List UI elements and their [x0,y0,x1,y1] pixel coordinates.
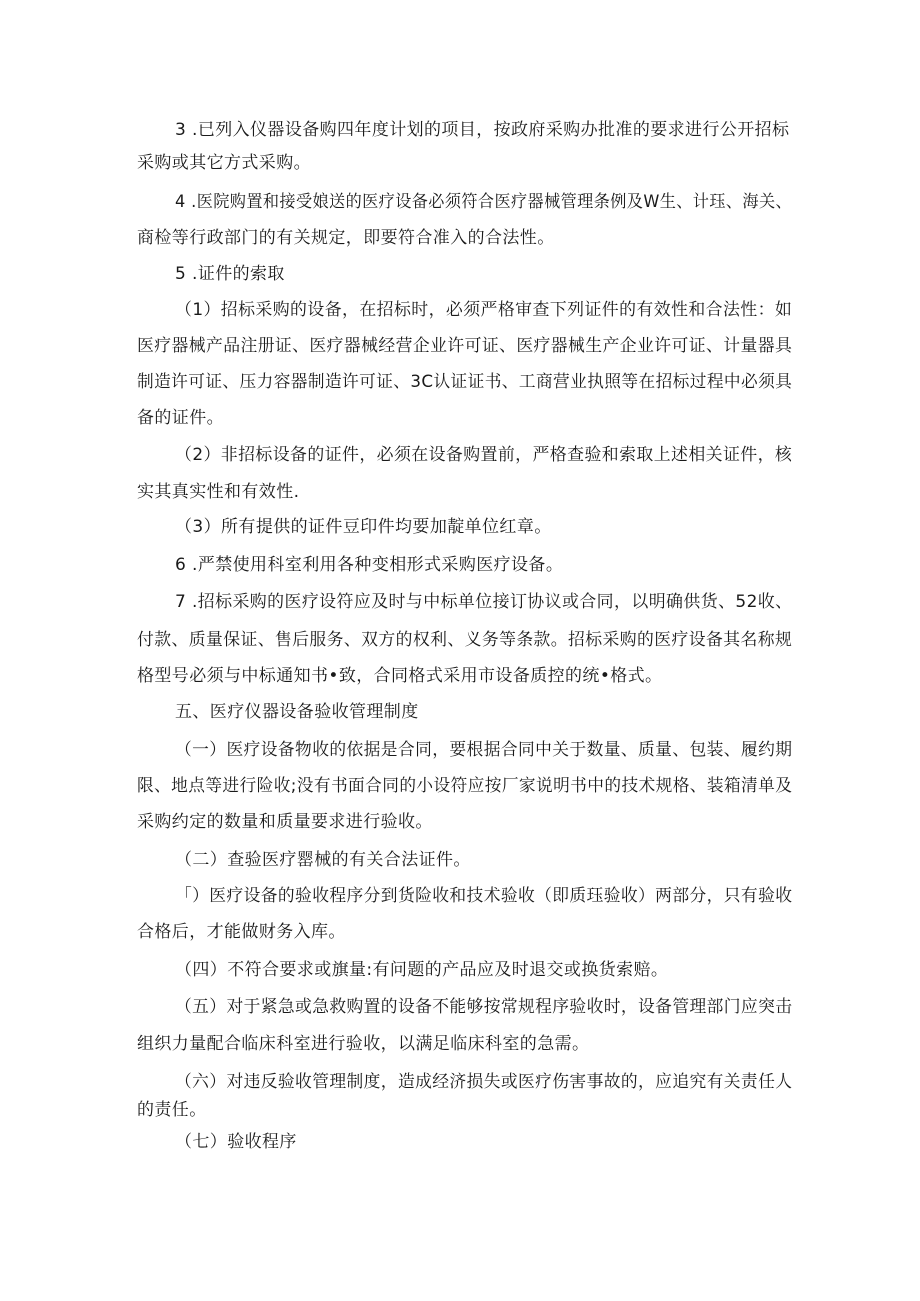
paragraph-line: 采购约定的数量和质量要求进行验收。 [137,812,433,832]
paragraph-line: 4 .医院购置和接受娘送的医疗设备必须符合医疗器械管理条例及W生、计珏、海关、 [175,192,793,212]
paragraph-line: 3 .已列入仪器设备购四年度计划的项目，按政府采购办批准的要求进行公开招标 [175,120,790,140]
paragraph-line: 限、地点等进行险收;没有书面合同的小设符应按厂家说明书中的技术规格、装箱清单及 [137,776,793,796]
paragraph-line: 「）医疗设备的验收程序分到货险收和技术验收（即质珏验收）两部分，只有验收 [175,886,793,906]
paragraph-line: 商检等行政部门的有关规定，即要符合准入的合法性。 [137,228,555,248]
paragraph-line: 付款、质量保证、售后服务、双方的权利、义务等条款。招标采购的医疗设备其名称规 [137,630,793,650]
section-heading-text: 五、医疗仪器设备验收管理制度 [175,702,419,722]
paragraph-line: 实其真实性和有效性. [137,482,300,502]
paragraph-line: 合格后，才能做财务入库。 [137,922,346,942]
paragraph-line: 制造许可证、压力容器制造许可证、3C认证证书、工商营业执照等在招标过程中必须具 [137,372,793,392]
paragraph-line: （七）验收程序 [175,1132,297,1152]
paragraph-line: （2）非招标设备的证件，必须在设备购置前，严格查验和索取上述相关证件，核 [175,445,793,465]
paragraph-line: （3）所有提供的证件豆印件均要加靛单位红章。 [175,517,552,537]
paragraph-line: （一）医疗设备物收的依据是合同，要根据合同中关于数量、质量、包装、履约期 [175,740,793,760]
paragraph-line: （1）招标采购的设备，在招标时，必须严格审查下列证件的有效性和合法性：如 [175,300,793,320]
paragraph-line: 的责任。 [137,1100,207,1120]
paragraph-line: 医疗器械产品注册证、医疗器械经营企业许可证、医疗器械生产企业许可证、计量器具 [137,336,793,356]
paragraph-line: 7 .招标采购的医疗设符应及时与中标单位接订协议或合同，以明确供货、52收、 [175,592,793,612]
paragraph-line: 格型号必须与中标通知书•致，合同格式采用市设备质控的统•格式。 [137,666,663,686]
paragraph-line: 6 .严禁使用科室利用各种变相形式采购医疗设备。 [175,555,564,575]
paragraph-line: （六）对违反验收管理制度，造成经济损失或医疗伤害事故的，应追究有关责任人 [175,1072,793,1092]
paragraph-line: （四）不符合要求或旗量:有问题的产品应及时退交或换货索赔。 [175,960,669,980]
paragraph-line: 5 .证件的索取 [175,264,285,284]
paragraph-line: 采购或其它方式采购。 [137,153,311,173]
paragraph-line: 组织力量配合临床科室进行验收，以满足临床科室的急需。 [137,1034,590,1054]
paragraph-line: （五）对于紧急或急救购置的设备不能够按常规程序验收时，设备管理部门应突击 [175,997,793,1017]
paragraph-line: 备的证件。 [137,408,224,428]
paragraph-line: （二）查验医疗罂械的有关合法证件。 [175,850,471,870]
